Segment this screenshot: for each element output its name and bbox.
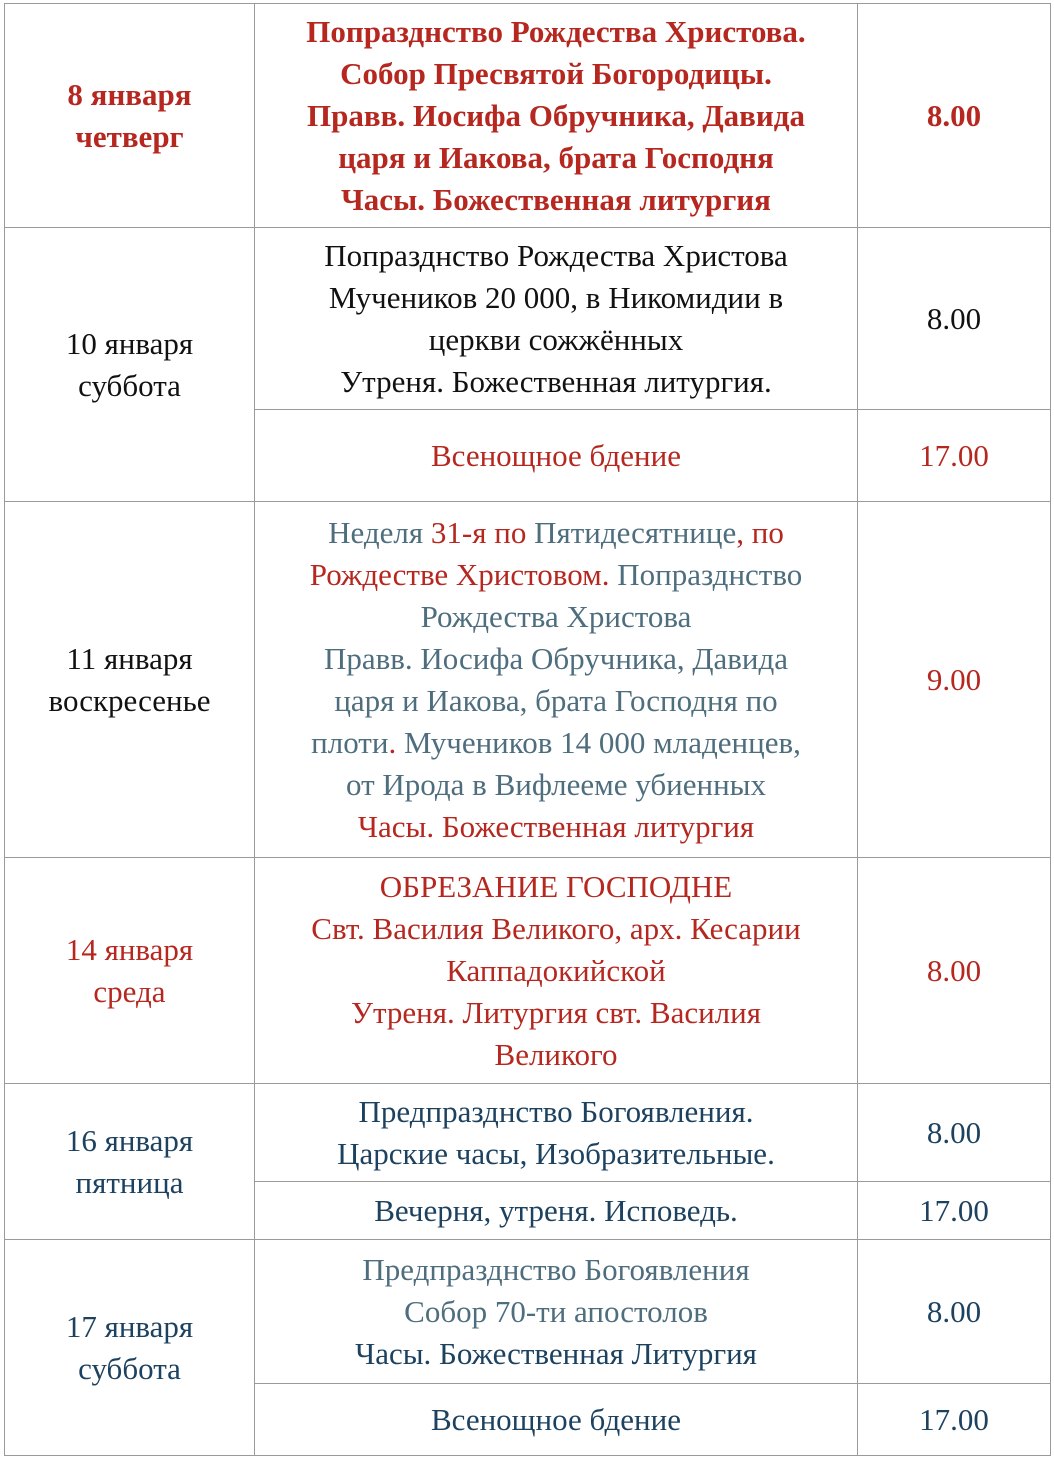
service-line: Царские часы, Изобразительные. [337,1135,775,1171]
date-cell [5,1240,255,1456]
table-row [5,502,1051,858]
weekday: пятница [75,1164,184,1200]
service-line: Утреня. Божественная литургия. [340,363,772,399]
service-line: ОБРЕЗАНИЕ ГОСПОДНЕ [379,868,733,904]
service-cell: Вечерня, утреня. Исповедь. [255,1182,858,1240]
time-cell: 17.00 [858,410,1051,502]
table-row [5,4,1051,228]
service-line: Собор Пресвятой Богородицы. [340,55,772,91]
weekday: четверг [75,118,184,154]
time-cell: 17.00 [858,1384,1051,1456]
date: 10 января [65,325,194,361]
time-cell: 8.00 [858,1084,1051,1182]
service-cell [255,1084,858,1182]
time-cell: 8.00 [858,1240,1051,1384]
service-cell [255,228,858,410]
service-line: Мучеников 20 000, в Никомидии в [328,279,784,315]
time-cell: 8.00 [858,4,1051,228]
time-cell: 9.00 [858,502,1051,858]
date: 14 января [65,931,194,967]
service-line: Рождества Христова [420,598,692,634]
service-cell [255,502,858,858]
date: 8 января [67,76,192,112]
service-cell [255,4,858,228]
service-line: Собор 70-ти апостолов [404,1293,708,1329]
date-cell [5,228,255,502]
weekday: среда [93,973,166,1009]
service-line: Правв. Иосифа Обручника, Давида [323,640,789,676]
date: 11 января [66,640,193,676]
weekday: воскресенье [48,682,211,718]
service-cell [255,858,858,1084]
date-cell [5,4,255,228]
service-line: Правв. Иосифа Обручника, Давида [307,97,805,133]
service-line: Предпразднство Богоявления [362,1251,750,1287]
service-cell: Всенощное бдение [255,1384,858,1456]
service-line: царя и Иакова, брата Господня [338,139,774,175]
service-line: Часы. Божественная литургия [357,808,755,844]
service-line: церкви сожжённых [428,321,684,357]
service-line: Попразднство Рождества Христова. [306,13,806,49]
table-row [5,1084,1051,1182]
time-cell: 8.00 [858,228,1051,410]
service-line: Часы. Божественная Литургия [355,1335,757,1371]
service-line: царя и Иакова, брата Господня по [334,682,778,718]
service-line: Неделя 31-я по Пятидесятнице, по [328,514,784,550]
date-cell [5,858,255,1084]
weekday: суббота [78,367,181,403]
service-line: Попразднство Рождества Христова [324,237,788,273]
date-cell [5,1084,255,1240]
service-line: Свт. Василия Великого, арх. Кесарии [311,910,801,946]
schedule-table [4,3,1051,1456]
service-line: Каппадокийской [446,952,666,988]
service-line: от Ирода в Вифлееме убиенных [346,766,766,802]
table-row [5,858,1051,1084]
date: 17 января [65,1308,194,1344]
service-line: Великого [494,1036,618,1072]
time-cell: 17.00 [858,1182,1051,1240]
date-cell [5,502,255,858]
service-cell [255,1240,858,1384]
service-line: Рождестве Христовом. Попразднство [309,556,803,592]
table-row [5,1240,1051,1384]
service-line: Часы. Божественная литургия [341,181,771,217]
service-line: Предпразднство Богоявления. [358,1093,754,1129]
weekday: суббота [78,1350,181,1386]
service-cell: Всенощное бдение [255,410,858,502]
service-line: плоти. Мучеников 14 000 младенцев, [311,724,801,760]
time-cell: 8.00 [858,858,1051,1084]
table-row [5,228,1051,410]
service-line: Утреня. Литургия свт. Василия [351,994,761,1030]
date: 16 января [65,1122,194,1158]
